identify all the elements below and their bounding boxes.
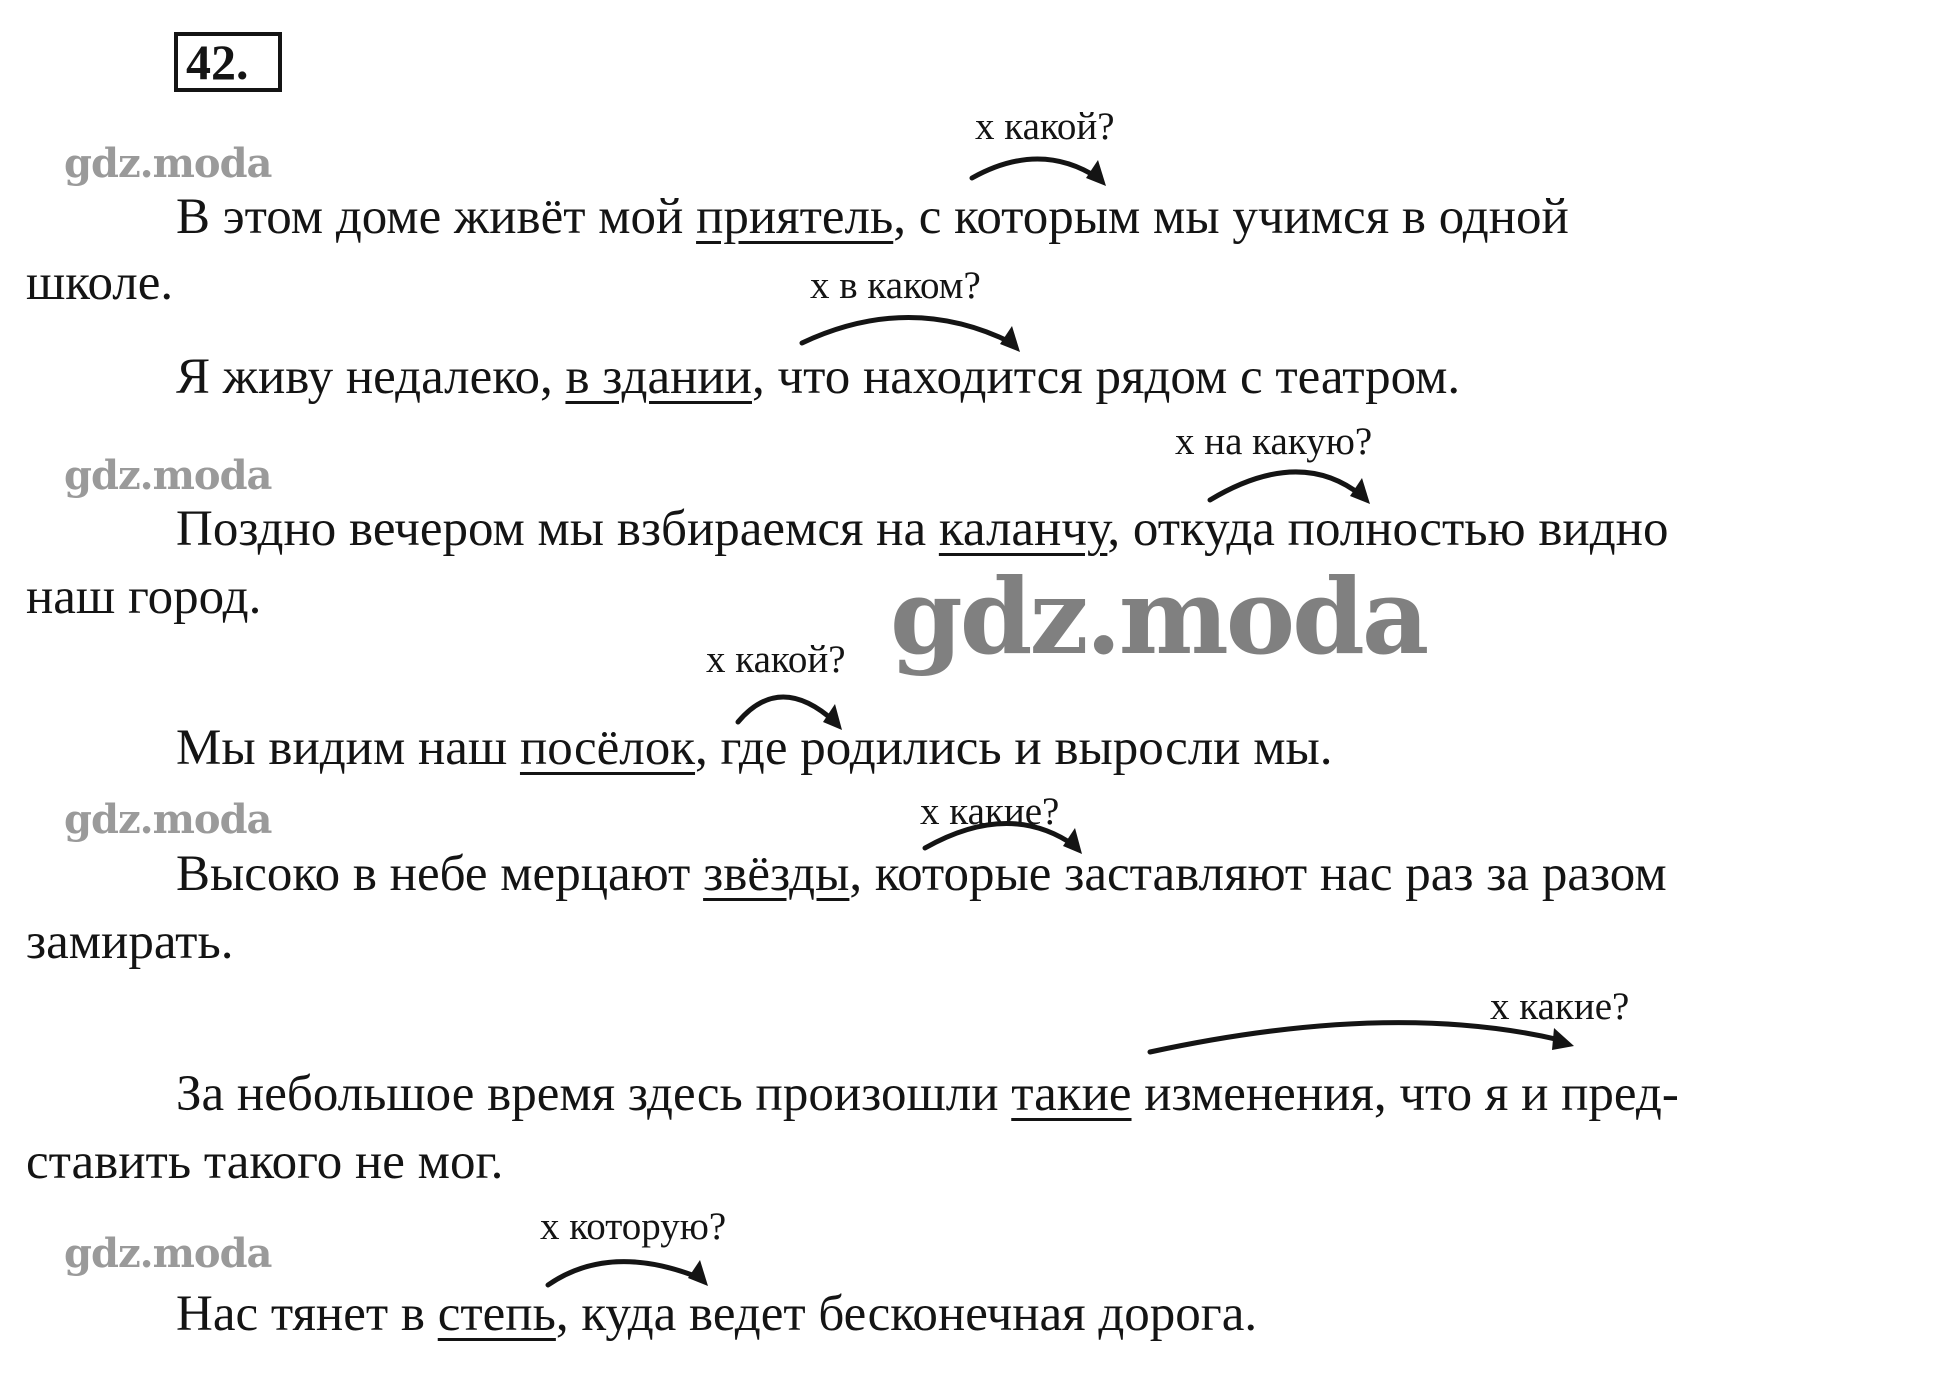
underlined-word: такие — [1011, 1066, 1132, 1122]
question-label: х которую? — [540, 1205, 727, 1248]
question-label: х в каком? — [810, 264, 981, 307]
text: Мы видим наш — [176, 720, 520, 776]
underlined-word: в здании — [565, 349, 752, 405]
text: , где родились и выросли мы. — [695, 720, 1333, 776]
text: Высоко в небе мерцают — [176, 846, 704, 902]
text: , куда ведет бесконечная дорога. — [555, 1286, 1258, 1342]
underlined-word: посёлок — [519, 720, 696, 776]
text: За небольшое время здесь произошли — [176, 1066, 1012, 1122]
question-label: х какой? — [975, 105, 1115, 148]
underlined-word: приятель — [696, 189, 894, 245]
sentence-line: наш город. — [26, 569, 262, 625]
sentence-line — [176, 1065, 1679, 1123]
underlined-word: каланчу — [938, 501, 1108, 557]
arrow-7 — [548, 1262, 700, 1285]
arrow-6-head — [1552, 1028, 1574, 1050]
watermark: gdz.moda — [64, 796, 272, 843]
text: , что находится рядом с театром. — [751, 349, 1461, 405]
sentence-line: школе. — [26, 255, 174, 311]
question-label: х какой? — [706, 638, 846, 681]
arrow-1 — [972, 159, 1098, 178]
sentence-line — [176, 500, 1668, 558]
text: Поздно вечером мы взбираемся на — [176, 501, 939, 557]
text: изменения, что я и пред- — [1131, 1066, 1679, 1122]
watermark: gdz.moda — [64, 140, 272, 187]
watermark-large: gdz.moda — [890, 555, 1427, 678]
question-label: х какие? — [920, 790, 1060, 833]
sentence-line — [176, 845, 1667, 903]
text: Я живу недалеко, — [176, 349, 566, 405]
arrow-2 — [802, 318, 1012, 344]
watermark: gdz.moda — [64, 1230, 272, 1277]
text: , с которым мы учимся в одной — [893, 189, 1569, 245]
sentence-line — [176, 1285, 1257, 1343]
text: Нас тянет в — [176, 1286, 438, 1342]
sentence-line: ставить такого не мог. — [26, 1134, 504, 1190]
watermark: gdz.moda — [64, 452, 272, 499]
sentence-line: замирать. — [26, 914, 234, 970]
sentence-line — [176, 348, 1460, 406]
text: В этом доме живёт мой — [176, 189, 697, 245]
sentence-line — [176, 719, 1332, 777]
sentence-line — [176, 188, 1569, 246]
question-label: х на какую? — [1175, 420, 1373, 463]
underlined-word: звёзды — [703, 846, 850, 902]
text: , которые заставляют нас раз за разом — [849, 846, 1667, 902]
exercise-number: 42. — [174, 32, 282, 92]
text: , откуда полностью видно — [1107, 501, 1669, 557]
underlined-word: степь — [437, 1286, 556, 1342]
question-label: х какие? — [1490, 985, 1630, 1028]
arrow-3 — [1210, 472, 1362, 500]
